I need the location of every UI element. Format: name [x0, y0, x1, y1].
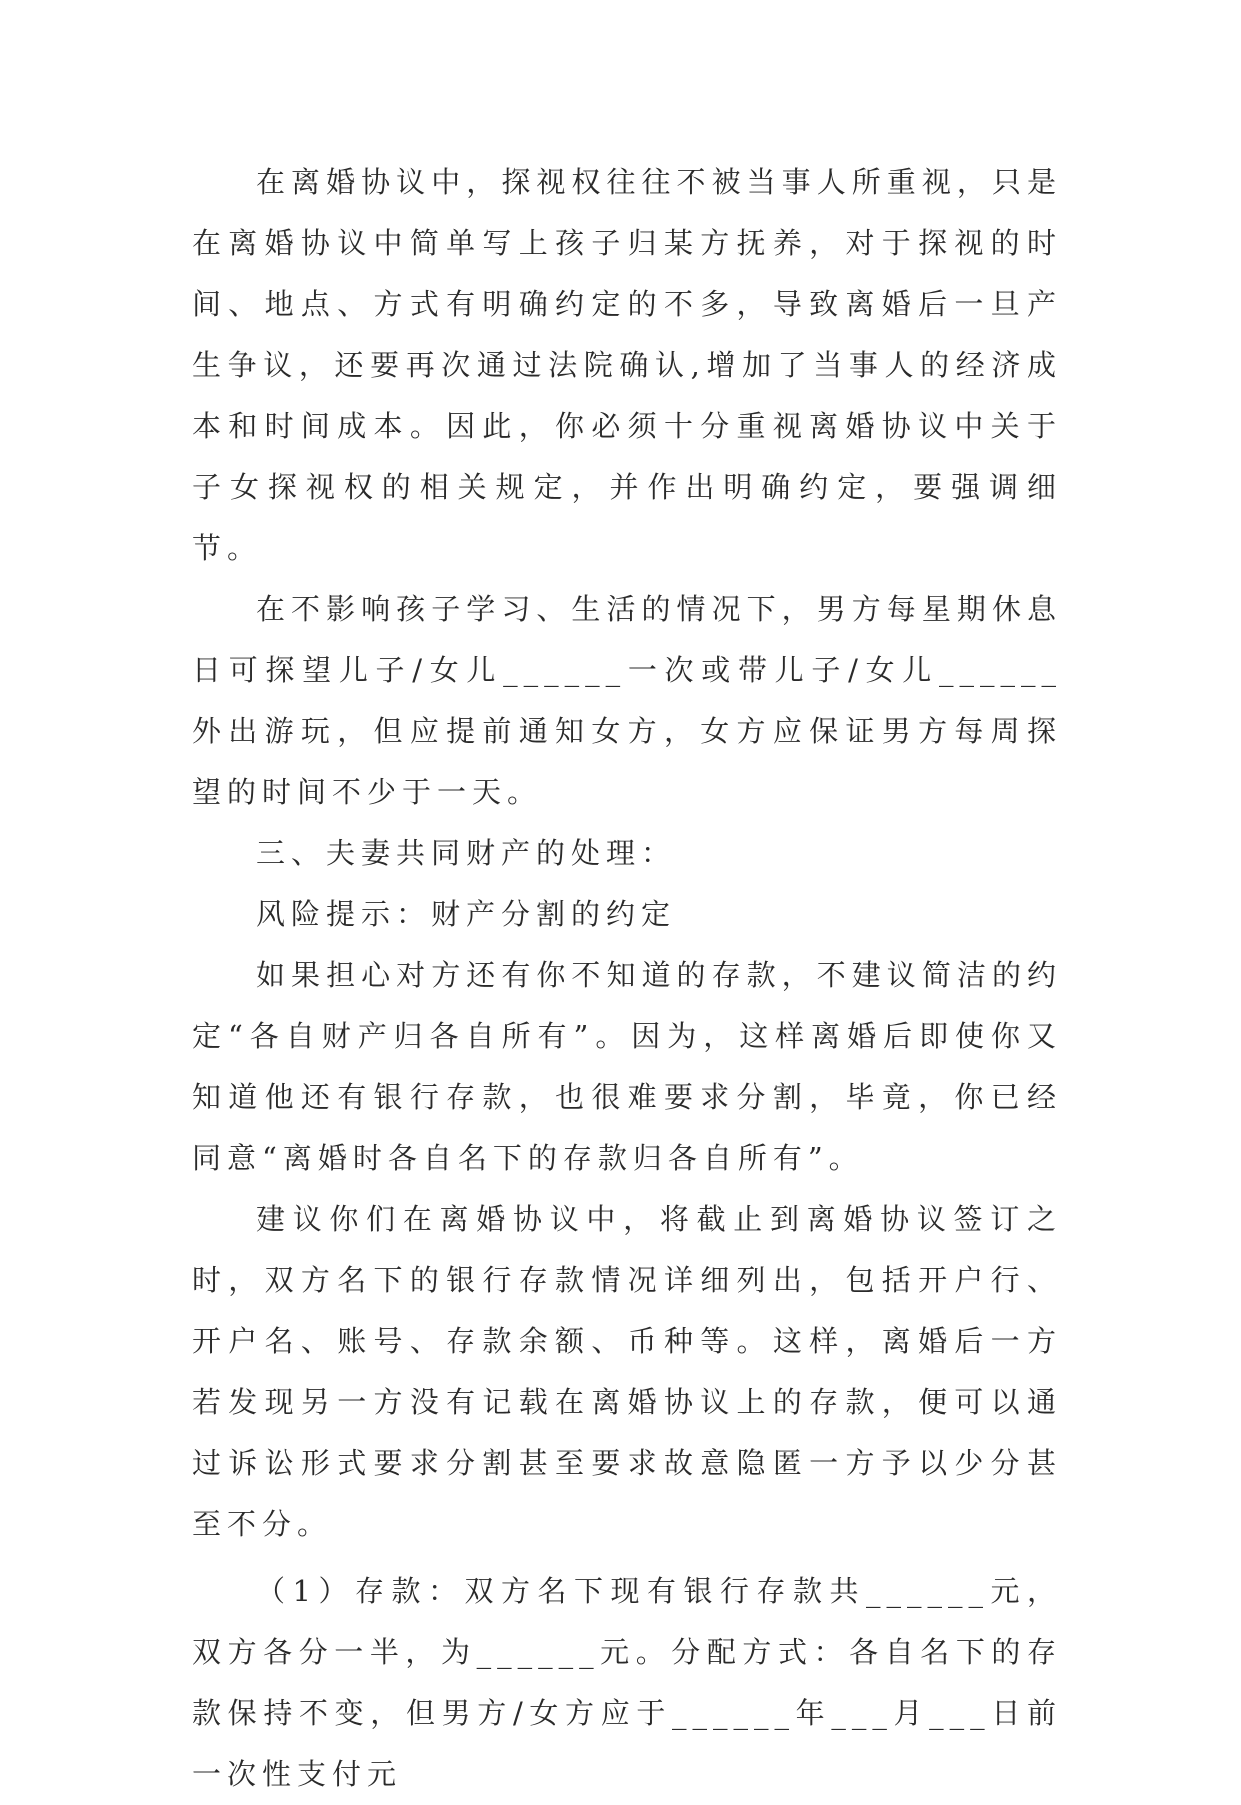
paragraph-visitation-clause: 在不影响孩子学习、生活的情况下，男方每星期休息日可探望儿子/女儿______一次或带儿子/女儿______外出游玩，但应提前通知女方，女方应保证男方每周探望的时间不少于一天。	[192, 592, 1062, 809]
paragraph-deposit-advice: 建议你们在离婚协议中，将截止到离婚协议签订之时，双方名下的银行存款情况详细列出，包括开户行、开户名、账号、存款余额、币种等。这样，离婚后一方若发现另一方没有记载在离婚协议上的存款，便可以通过诉讼形式要求分割甚至要求故意隐匿一方予以少分甚至不分。	[192, 1202, 1062, 1541]
section-heading-property: 三、夫妻共同财产的处理：	[256, 836, 677, 870]
paragraph-visitation-risk: 在离婚协议中，探视权往往不被当事人所重视，只是在离婚协议中简单写上孩子归某方抚养，对于探视的时间、地点、方式有明确约定的不多，导致离婚后一旦产生争议，还要再次通过法院确认,增加了当事人的经济成本和时间成本。因此，你必须十分重视离婚协议中关于子女探视权的相关规定，并作出明确约定，要强调细节。	[192, 165, 1062, 565]
paragraph-deposit-risk: 如果担心对方还有你不知道的存款，不建议简洁的约定“各自财产归各自所有”。因为，这样离婚后即使你又知道他还有银行存款，也很难要求分割，毕竟，你已经同意“离婚时各自名下的存款归各自所有”。	[192, 958, 1062, 1175]
risk-tip-heading: 风险提示：财产分割的约定	[256, 897, 677, 931]
document-body	[192, 152, 1062, 1805]
paragraph-deposit-clause: （1）存款：双方名下现有银行存款共______元，双方各分一半，为______元。分配方式：各自名下的存款保持不变，但男方/女方应于______年___月___日前一次性支付元	[192, 1574, 1062, 1791]
